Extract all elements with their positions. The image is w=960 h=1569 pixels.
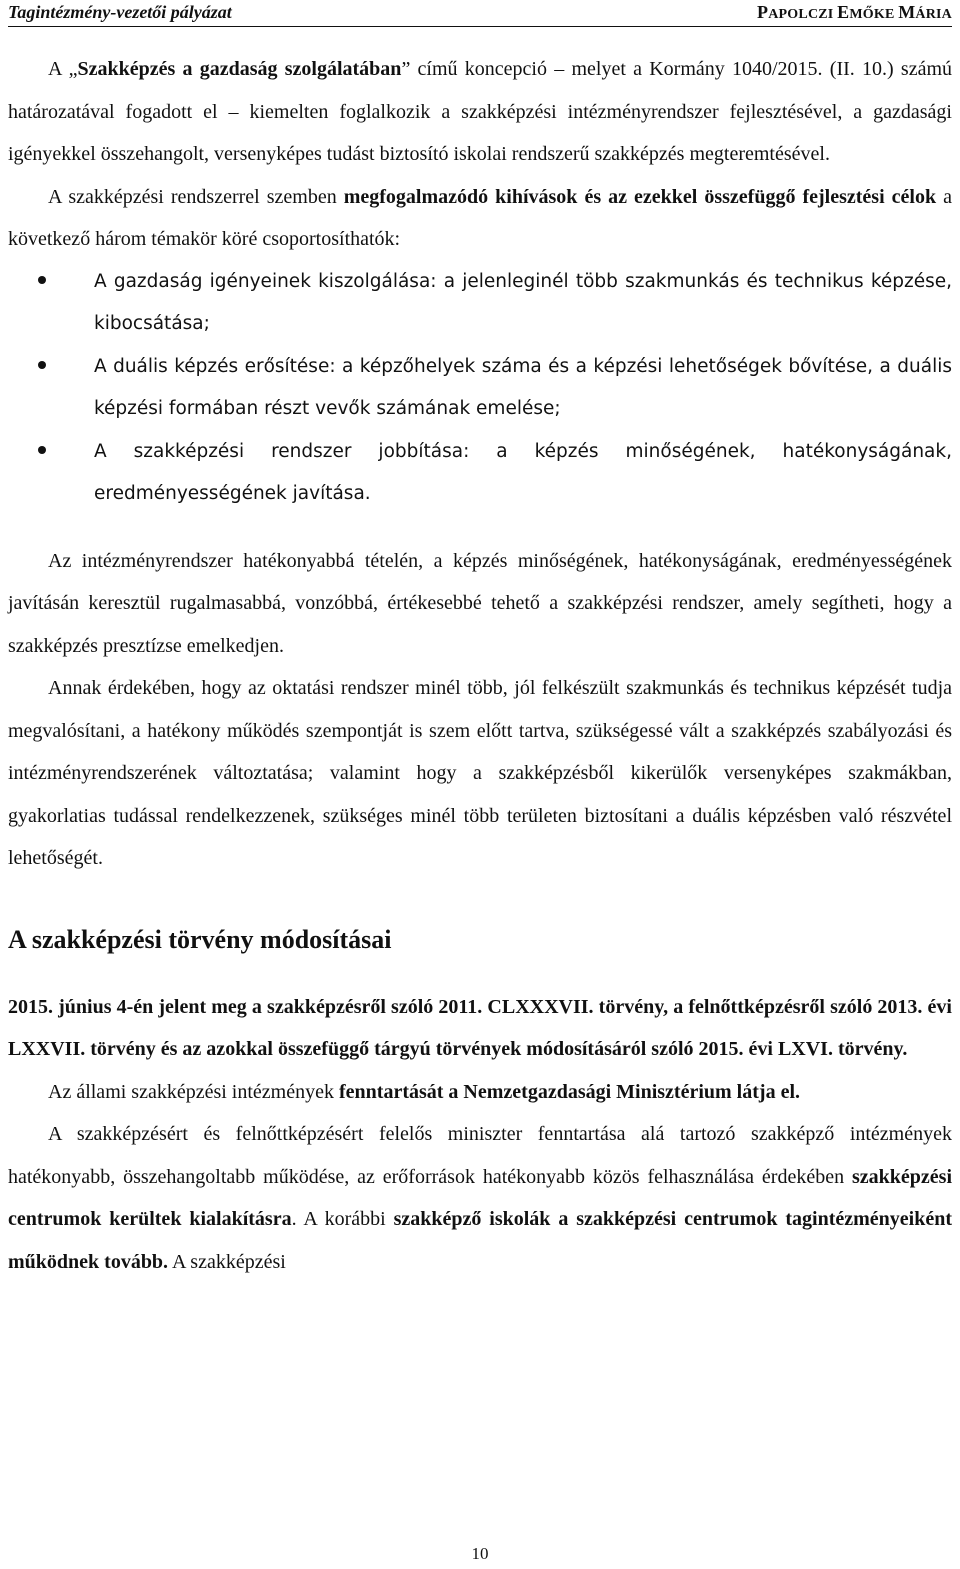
- list-item: A szakképzési rendszer jobbítása: a képzés minőségének, hatékonyságának, eredményességének javítása.: [8, 431, 952, 516]
- paragraph-centres: A szakképzésért és felnőttképzésért felelős miniszter fenntartása alá tartozó szakképző intézmények hatékonyabb, összehangoltabb működése, az erőforrások hatékonyabb közös felhasználása érdekében szakképzési centrumok kerültek kialakításra. A korábbi szakképző iskolák a szakképzési centrumok tagintézményeiként működnek tovább. A szakképzési: [8, 1123, 952, 1273]
- paragraph-concept: A „Szakképzés a gazdaság szolgálatában” című koncepció – melyet a Kormány 1040/2015. (II. 10.) számú határozatával fogadott el – kiemelten foglalkozik a szakképzési intézményrendszer fejlesztésével, a gazdasági igényekkel összehangolt, versenyképes tudást biztosító iskolai rendszerű szakképzés megteremtésével.: [8, 58, 953, 165]
- list-item: A gazdaság igényeinek kiszolgálása: a jelenleginél több szakmunkás és technikus képzése, kibocsátása;: [8, 261, 952, 346]
- paragraph-maintainer: Az állami szakképzési intézmények fenntartását a Nemzetgazdasági Minisztérium látja el.: [48, 1080, 800, 1103]
- bullet-icon: [38, 446, 46, 454]
- document-body: [8, 48, 952, 1283]
- paragraph-institution-system: Az intézményrendszer hatékonyabbá tételén, a képzés minőségének, hatékonyságának, eredményességének javításán keresztül rugalmasabbá, vonzóbbá, értékesebbé tehető a szakképzési rendszer, amely segítheti, hogy a szakképzés presztízse emelkedjen.: [8, 549, 952, 657]
- paragraph-law: 2015. június 4-én jelent meg a szakképzésről szóló 2011. CLXXXVII. törvény, a felnőttképzésről szóló 2013. évi LXXVII. törvény és az azokkal összefüggő tárgyú törvények módosításáról szóló 2015. évi LXVI. törvény.: [8, 995, 952, 1060]
- paragraph-challenges: A szakképzési rendszerrel szemben megfogalmazódó kihívások és az ezekkel összefüggő fejlesztési célok a következő három témakör köré csoportosíthatók:: [8, 185, 953, 250]
- section-heading: A szakképzési törvény módosításai: [8, 924, 392, 954]
- page-header: [8, 0, 952, 27]
- page-number: 10: [471, 1544, 489, 1563]
- bullet-list: [8, 261, 952, 516]
- header-author: PAPOLCZI EMŐKE MÁRIA: [757, 2, 952, 22]
- header-title: Tagintézmény-vezetői pályázat: [8, 2, 232, 22]
- list-item: A duális képzés erősítése: a képzőhelyek száma és a képzési lehetőségek bővítése, a duális képzési formában részt vevők számának emelése;: [8, 346, 952, 431]
- bullet-icon: [38, 361, 46, 369]
- bullet-icon: [38, 276, 46, 284]
- paragraph-in-order-to: Annak érdekében, hogy az oktatási rendszer minél több, jól felkészült szakmunkás és technikus képzését tudja megvalósítani, a hatékony működés szempontját is szem előtt tartva, szükségessé vált a szakképzés szabályozási és intézményrendszerének változtatása; valamint hogy a szakképzésből kikerülők versenyképes szakmákban, gyakorlatias tudással rendelkezzenek, szükséges minél több területen biztosítani a duális képzésben való részvétel lehetőségét.: [8, 677, 952, 869]
